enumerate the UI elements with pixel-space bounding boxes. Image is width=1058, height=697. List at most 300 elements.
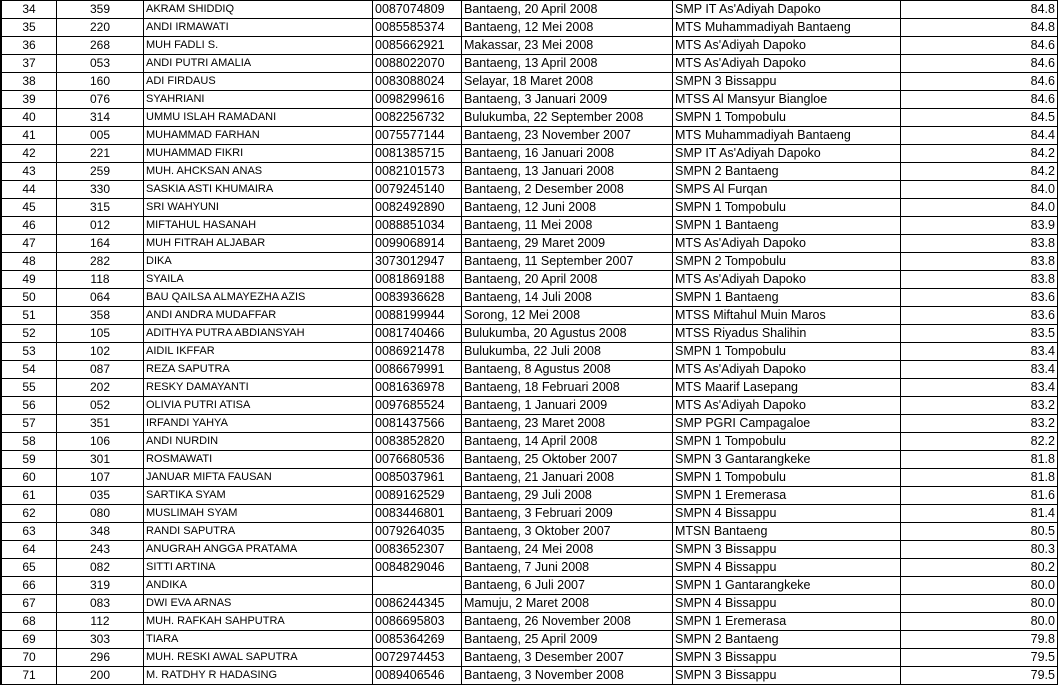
- table-row: [1, 55, 1058, 73]
- origin-school: SMPN 4 Bissappu: [673, 595, 901, 613]
- table-row: [1, 307, 1058, 325]
- student-name: MUSLIMAH SYAM: [144, 505, 373, 523]
- birth-place-date: Bantaeng, 21 Januari 2008: [462, 469, 673, 487]
- birth-place-date: Bantaeng, 14 Juli 2008: [462, 289, 673, 307]
- student-nisn: 0086679991: [373, 361, 462, 379]
- table-row: [1, 577, 1058, 595]
- origin-school: MTS Maarif Lasepang: [673, 379, 901, 397]
- table-row: [1, 451, 1058, 469]
- row-number: 52: [2, 325, 57, 343]
- row-number: 39: [2, 91, 57, 109]
- participant-code: 301: [57, 451, 144, 469]
- row-number: 59: [2, 451, 57, 469]
- origin-school: SMP IT As'Adiyah Dapoko: [673, 145, 901, 163]
- participant-code: 221: [57, 145, 144, 163]
- student-name: MIFTAHUL HASANAH: [144, 217, 373, 235]
- origin-school: SMPN 1 Tompobulu: [673, 433, 901, 451]
- origin-school: SMPN 4 Bissappu: [673, 559, 901, 577]
- final-score: 80.0: [901, 613, 1058, 631]
- row-number: 57: [2, 415, 57, 433]
- origin-school: SMPS Al Furqan: [673, 181, 901, 199]
- student-name: MUH FADLI S.: [144, 37, 373, 55]
- birth-place-date: Bantaeng, 3 Januari 2009: [462, 91, 673, 109]
- row-number: 60: [2, 469, 57, 487]
- origin-school: MTS As'Adiyah Dapoko: [673, 397, 901, 415]
- table-body: [1, 1, 1058, 685]
- table-row: [1, 145, 1058, 163]
- student-name: RANDI SAPUTRA: [144, 523, 373, 541]
- birth-place-date: Bantaeng, 23 November 2007: [462, 127, 673, 145]
- student-nisn: 0085364269: [373, 631, 462, 649]
- origin-school: MTS As'Adiyah Dapoko: [673, 37, 901, 55]
- final-score: 83.8: [901, 235, 1058, 253]
- final-score: 83.2: [901, 397, 1058, 415]
- row-number: 63: [2, 523, 57, 541]
- student-nisn: 0087074809: [373, 1, 462, 19]
- student-name: SYAILA: [144, 271, 373, 289]
- participant-code: 268: [57, 37, 144, 55]
- table-row: [1, 469, 1058, 487]
- birth-place-date: Bulukumba, 20 Agustus 2008: [462, 325, 673, 343]
- row-number: 66: [2, 577, 57, 595]
- final-score: 81.8: [901, 451, 1058, 469]
- student-nisn: 0088199944: [373, 307, 462, 325]
- final-score: 81.6: [901, 487, 1058, 505]
- participant-code: 358: [57, 307, 144, 325]
- birth-place-date: Bantaeng, 16 Januari 2008: [462, 145, 673, 163]
- student-nisn: 0083652307: [373, 541, 462, 559]
- row-number: 50: [2, 289, 57, 307]
- final-score: 82.2: [901, 433, 1058, 451]
- origin-school: MTSS Riyadus Shalihin: [673, 325, 901, 343]
- participant-code: 202: [57, 379, 144, 397]
- table-row: [1, 487, 1058, 505]
- student-name: MUH. RESKI AWAL SAPUTRA: [144, 649, 373, 667]
- row-number: 35: [2, 19, 57, 37]
- origin-school: MTS As'Adiyah Dapoko: [673, 235, 901, 253]
- student-nisn: 0088022070: [373, 55, 462, 73]
- table-row: [1, 379, 1058, 397]
- student-nisn: 0082492890: [373, 199, 462, 217]
- final-score: 83.6: [901, 289, 1058, 307]
- row-number: 71: [2, 667, 57, 685]
- row-number: 54: [2, 361, 57, 379]
- student-name: MUHAMMAD FARHAN: [144, 127, 373, 145]
- participant-code: 359: [57, 1, 144, 19]
- final-score: 81.8: [901, 469, 1058, 487]
- birth-place-date: Bantaeng, 20 April 2008: [462, 271, 673, 289]
- table-row: [1, 181, 1058, 199]
- student-name: SASKIA ASTI KHUMAIRA: [144, 181, 373, 199]
- table-row: [1, 595, 1058, 613]
- row-number: 61: [2, 487, 57, 505]
- student-name: BAU QAILSA ALMAYEZHA AZIS: [144, 289, 373, 307]
- birth-place-date: Bantaeng, 8 Agustus 2008: [462, 361, 673, 379]
- student-nisn: 0086244345: [373, 595, 462, 613]
- participant-code: 107: [57, 469, 144, 487]
- participant-code: 314: [57, 109, 144, 127]
- origin-school: SMPN 3 Bissappu: [673, 667, 901, 685]
- student-name: ADI FIRDAUS: [144, 73, 373, 91]
- table-row: [1, 433, 1058, 451]
- birth-place-date: Bantaeng, 29 Juli 2008: [462, 487, 673, 505]
- student-name: DWI EVA ARNAS: [144, 595, 373, 613]
- origin-school: SMP IT As'Adiyah Dapoko: [673, 1, 901, 19]
- student-nisn: 0099068914: [373, 235, 462, 253]
- student-name: ANDI ANDRA MUDAFFAR: [144, 307, 373, 325]
- row-number: 34: [2, 1, 57, 19]
- birth-place-date: Bantaeng, 6 Juli 2007: [462, 577, 673, 595]
- participant-code: 076: [57, 91, 144, 109]
- participant-code: 296: [57, 649, 144, 667]
- student-nisn: 0082101573: [373, 163, 462, 181]
- origin-school: MTS Muhammadiyah Bantaeng: [673, 19, 901, 37]
- student-name: OLIVIA PUTRI ATISA: [144, 397, 373, 415]
- origin-school: SMPN 1 Eremerasa: [673, 487, 901, 505]
- origin-school: MTS As'Adiyah Dapoko: [673, 271, 901, 289]
- student-nisn: 0081869188: [373, 271, 462, 289]
- final-score: 84.6: [901, 37, 1058, 55]
- student-nisn: 0083446801: [373, 505, 462, 523]
- birth-place-date: Bantaeng, 3 Oktober 2007: [462, 523, 673, 541]
- table-row: [1, 163, 1058, 181]
- origin-school: MTSN Bantaeng: [673, 523, 901, 541]
- row-number: 51: [2, 307, 57, 325]
- final-score: 80.5: [901, 523, 1058, 541]
- student-nisn: [373, 577, 462, 595]
- row-number: 49: [2, 271, 57, 289]
- student-name: SYAHRIANI: [144, 91, 373, 109]
- student-name: ROSMAWATI: [144, 451, 373, 469]
- origin-school: SMPN 3 Bissappu: [673, 541, 901, 559]
- birth-place-date: Bantaeng, 13 Januari 2008: [462, 163, 673, 181]
- participant-code: 303: [57, 631, 144, 649]
- participant-code: 080: [57, 505, 144, 523]
- row-number: 42: [2, 145, 57, 163]
- row-number: 37: [2, 55, 57, 73]
- table-row: [1, 271, 1058, 289]
- row-number: 67: [2, 595, 57, 613]
- birth-place-date: Selayar, 18 Maret 2008: [462, 73, 673, 91]
- final-score: 83.4: [901, 361, 1058, 379]
- student-name: MUH FITRAH ALJABAR: [144, 235, 373, 253]
- student-nisn: 0088851034: [373, 217, 462, 235]
- origin-school: SMPN 1 Tompobulu: [673, 343, 901, 361]
- participant-code: 035: [57, 487, 144, 505]
- participant-code: 200: [57, 667, 144, 685]
- birth-place-date: Mamuju, 2 Maret 2008: [462, 595, 673, 613]
- participant-code: 102: [57, 343, 144, 361]
- table-row: [1, 73, 1058, 91]
- table-row: [1, 91, 1058, 109]
- student-nisn: 0098299616: [373, 91, 462, 109]
- table-row: [1, 631, 1058, 649]
- origin-school: SMPN 1 Tompobulu: [673, 469, 901, 487]
- student-name: DIKA: [144, 253, 373, 271]
- participant-code: 282: [57, 253, 144, 271]
- final-score: 83.5: [901, 325, 1058, 343]
- final-score: 84.8: [901, 1, 1058, 19]
- participant-code: 259: [57, 163, 144, 181]
- student-nisn: 0097685524: [373, 397, 462, 415]
- final-score: 84.8: [901, 19, 1058, 37]
- final-score: 84.6: [901, 55, 1058, 73]
- table-row: [1, 289, 1058, 307]
- birth-place-date: Bantaeng, 1 Januari 2009: [462, 397, 673, 415]
- student-nisn: 0083088024: [373, 73, 462, 91]
- student-name: SITTI ARTINA: [144, 559, 373, 577]
- participant-code: 220: [57, 19, 144, 37]
- table-row: [1, 19, 1058, 37]
- student-nisn: 0081437566: [373, 415, 462, 433]
- student-name: MUH. RAFKAH SAHPUTRA: [144, 613, 373, 631]
- final-score: 79.8: [901, 631, 1058, 649]
- student-name: REZA SAPUTRA: [144, 361, 373, 379]
- table-row: [1, 235, 1058, 253]
- final-score: 79.5: [901, 667, 1058, 685]
- final-score: 83.4: [901, 343, 1058, 361]
- birth-place-date: Bantaeng, 3 November 2008: [462, 667, 673, 685]
- table-row: [1, 613, 1058, 631]
- birth-place-date: Bantaeng, 20 April 2008: [462, 1, 673, 19]
- row-number: 55: [2, 379, 57, 397]
- table-row: [1, 541, 1058, 559]
- table-row: [1, 397, 1058, 415]
- birth-place-date: Bantaeng, 26 November 2008: [462, 613, 673, 631]
- student-name: M. RATDHY R HADASING: [144, 667, 373, 685]
- participant-code: 112: [57, 613, 144, 631]
- table-row: [1, 1, 1058, 19]
- final-score: 83.6: [901, 307, 1058, 325]
- birth-place-date: Bantaeng, 12 Juni 2008: [462, 199, 673, 217]
- student-name: MUHAMMAD FIKRI: [144, 145, 373, 163]
- birth-place-date: Bantaeng, 18 Februari 2008: [462, 379, 673, 397]
- origin-school: SMPN 3 Bissappu: [673, 73, 901, 91]
- row-number: 40: [2, 109, 57, 127]
- origin-school: SMPN 1 Bantaeng: [673, 217, 901, 235]
- participant-code: 319: [57, 577, 144, 595]
- birth-place-date: Bantaeng, 24 Mei 2008: [462, 541, 673, 559]
- birth-place-date: Bantaeng, 11 September 2007: [462, 253, 673, 271]
- final-score: 84.5: [901, 109, 1058, 127]
- row-number: 38: [2, 73, 57, 91]
- student-nisn: 0086921478: [373, 343, 462, 361]
- row-number: 64: [2, 541, 57, 559]
- row-number: 53: [2, 343, 57, 361]
- origin-school: MTS As'Adiyah Dapoko: [673, 361, 901, 379]
- student-name: ADITHYA PUTRA ABDIANSYAH: [144, 325, 373, 343]
- birth-place-date: Bantaeng, 14 April 2008: [462, 433, 673, 451]
- origin-school: MTSS Miftahul Muin Maros: [673, 307, 901, 325]
- row-number: 44: [2, 181, 57, 199]
- student-nisn: 0083936628: [373, 289, 462, 307]
- origin-school: MTS Muhammadiyah Bantaeng: [673, 127, 901, 145]
- table-row: [1, 649, 1058, 667]
- final-score: 80.3: [901, 541, 1058, 559]
- row-number: 36: [2, 37, 57, 55]
- origin-school: SMPN 4 Bissappu: [673, 505, 901, 523]
- origin-school: SMPN 1 Gantarangkeke: [673, 577, 901, 595]
- row-number: 43: [2, 163, 57, 181]
- origin-school: SMPN 2 Tompobulu: [673, 253, 901, 271]
- final-score: 83.9: [901, 217, 1058, 235]
- final-score: 84.0: [901, 181, 1058, 199]
- table-row: [1, 109, 1058, 127]
- student-nisn: 0084829046: [373, 559, 462, 577]
- birth-place-date: Bantaeng, 13 April 2008: [462, 55, 673, 73]
- participant-code: 005: [57, 127, 144, 145]
- origin-school: SMPN 1 Bantaeng: [673, 289, 901, 307]
- row-number: 47: [2, 235, 57, 253]
- participant-code: 106: [57, 433, 144, 451]
- student-name: AIDIL IKFFAR: [144, 343, 373, 361]
- birth-place-date: Bantaeng, 25 April 2009: [462, 631, 673, 649]
- final-score: 80.0: [901, 577, 1058, 595]
- student-name: ANDI IRMAWATI: [144, 19, 373, 37]
- birth-place-date: Bantaeng, 11 Mei 2008: [462, 217, 673, 235]
- birth-place-date: Bantaeng, 12 Mei 2008: [462, 19, 673, 37]
- participant-code: 082: [57, 559, 144, 577]
- table-row: [1, 523, 1058, 541]
- student-name: ANDIKA: [144, 577, 373, 595]
- birth-place-date: Bantaeng, 2 Desember 2008: [462, 181, 673, 199]
- participant-code: 105: [57, 325, 144, 343]
- student-nisn: 0085585374: [373, 19, 462, 37]
- participant-code: 164: [57, 235, 144, 253]
- final-score: 83.8: [901, 271, 1058, 289]
- origin-school: SMPN 2 Bantaeng: [673, 631, 901, 649]
- participant-code: 160: [57, 73, 144, 91]
- participant-code: 118: [57, 271, 144, 289]
- origin-school: MTSS Al Mansyur Biangloe: [673, 91, 901, 109]
- origin-school: SMPN 1 Eremerasa: [673, 613, 901, 631]
- student-nisn: 0086695803: [373, 613, 462, 631]
- student-name: ANUGRAH ANGGA PRATAMA: [144, 541, 373, 559]
- table-row: [1, 667, 1058, 685]
- origin-school: SMPN 3 Bissappu: [673, 649, 901, 667]
- birth-place-date: Bantaeng, 7 Juni 2008: [462, 559, 673, 577]
- final-score: 83.4: [901, 379, 1058, 397]
- origin-school: SMPN 1 Tompobulu: [673, 199, 901, 217]
- table-row: [1, 343, 1058, 361]
- participant-code: 052: [57, 397, 144, 415]
- row-number: 56: [2, 397, 57, 415]
- table-row: [1, 505, 1058, 523]
- student-nisn: 0072974453: [373, 649, 462, 667]
- row-number: 45: [2, 199, 57, 217]
- student-name: UMMU ISLAH RAMADANI: [144, 109, 373, 127]
- table-row: [1, 253, 1058, 271]
- table-row: [1, 217, 1058, 235]
- row-number: 68: [2, 613, 57, 631]
- participant-code: 243: [57, 541, 144, 559]
- origin-school: SMPN 2 Bantaeng: [673, 163, 901, 181]
- student-nisn: 0081385715: [373, 145, 462, 163]
- row-number: 46: [2, 217, 57, 235]
- student-name: TIARA: [144, 631, 373, 649]
- final-score: 84.0: [901, 199, 1058, 217]
- participant-code: 053: [57, 55, 144, 73]
- student-nisn: 0076680536: [373, 451, 462, 469]
- row-number: 48: [2, 253, 57, 271]
- origin-school: SMPN 3 Gantarangkeke: [673, 451, 901, 469]
- table-row: [1, 127, 1058, 145]
- row-number: 58: [2, 433, 57, 451]
- final-score: 79.5: [901, 649, 1058, 667]
- participant-code: 315: [57, 199, 144, 217]
- student-nisn: 0081740466: [373, 325, 462, 343]
- final-score: 81.4: [901, 505, 1058, 523]
- row-number: 41: [2, 127, 57, 145]
- birth-place-date: Bantaeng, 25 Oktober 2007: [462, 451, 673, 469]
- row-number: 69: [2, 631, 57, 649]
- participant-code: 348: [57, 523, 144, 541]
- participant-code: 330: [57, 181, 144, 199]
- student-nisn: 0089162529: [373, 487, 462, 505]
- student-nisn: 0075577144: [373, 127, 462, 145]
- final-score: 84.2: [901, 145, 1058, 163]
- final-score: 84.2: [901, 163, 1058, 181]
- student-name: ANDI PUTRI AMALIA: [144, 55, 373, 73]
- birth-place-date: Bantaeng, 29 Maret 2009: [462, 235, 673, 253]
- birth-place-date: Bantaeng, 23 Maret 2008: [462, 415, 673, 433]
- birth-place-date: Sorong, 12 Mei 2008: [462, 307, 673, 325]
- participant-code: 083: [57, 595, 144, 613]
- participant-code: 351: [57, 415, 144, 433]
- student-nisn: 0083852820: [373, 433, 462, 451]
- student-name: ANDI NURDIN: [144, 433, 373, 451]
- final-score: 84.6: [901, 91, 1058, 109]
- student-name: SRI WAHYUNI: [144, 199, 373, 217]
- participant-code: 064: [57, 289, 144, 307]
- participant-code: 087: [57, 361, 144, 379]
- student-nisn: 0082256732: [373, 109, 462, 127]
- origin-school: SMP PGRI Campagaloe: [673, 415, 901, 433]
- table-row: [1, 361, 1058, 379]
- student-name: SARTIKA SYAM: [144, 487, 373, 505]
- student-nisn: 3073012947: [373, 253, 462, 271]
- student-name: MUH. AHCKSAN ANAS: [144, 163, 373, 181]
- birth-place-date: Bantaeng, 3 Februari 2009: [462, 505, 673, 523]
- table-row: [1, 199, 1058, 217]
- student-nisn: 0079245140: [373, 181, 462, 199]
- origin-school: SMPN 1 Tompobulu: [673, 109, 901, 127]
- table-row: [1, 325, 1058, 343]
- row-number: 70: [2, 649, 57, 667]
- birth-place-date: Bulukumba, 22 September 2008: [462, 109, 673, 127]
- student-name: AKRAM SHIDDIQ: [144, 1, 373, 19]
- final-score: 84.4: [901, 127, 1058, 145]
- final-score: 83.8: [901, 253, 1058, 271]
- participant-code: 012: [57, 217, 144, 235]
- birth-place-date: Bulukumba, 22 Juli 2008: [462, 343, 673, 361]
- final-score: 80.0: [901, 595, 1058, 613]
- row-number: 62: [2, 505, 57, 523]
- origin-school: MTS As'Adiyah Dapoko: [673, 55, 901, 73]
- row-number: 65: [2, 559, 57, 577]
- birth-place-date: Makassar, 23 Mei 2008: [462, 37, 673, 55]
- final-score: 83.2: [901, 415, 1058, 433]
- student-nisn: 0079264035: [373, 523, 462, 541]
- student-nisn: 0085662921: [373, 37, 462, 55]
- final-score: 84.6: [901, 73, 1058, 91]
- student-name: JANUAR MIFTA FAUSAN: [144, 469, 373, 487]
- student-nisn: 0089406546: [373, 667, 462, 685]
- table-row: [1, 415, 1058, 433]
- final-score: 80.2: [901, 559, 1058, 577]
- table-row: [1, 559, 1058, 577]
- table-row: [1, 37, 1058, 55]
